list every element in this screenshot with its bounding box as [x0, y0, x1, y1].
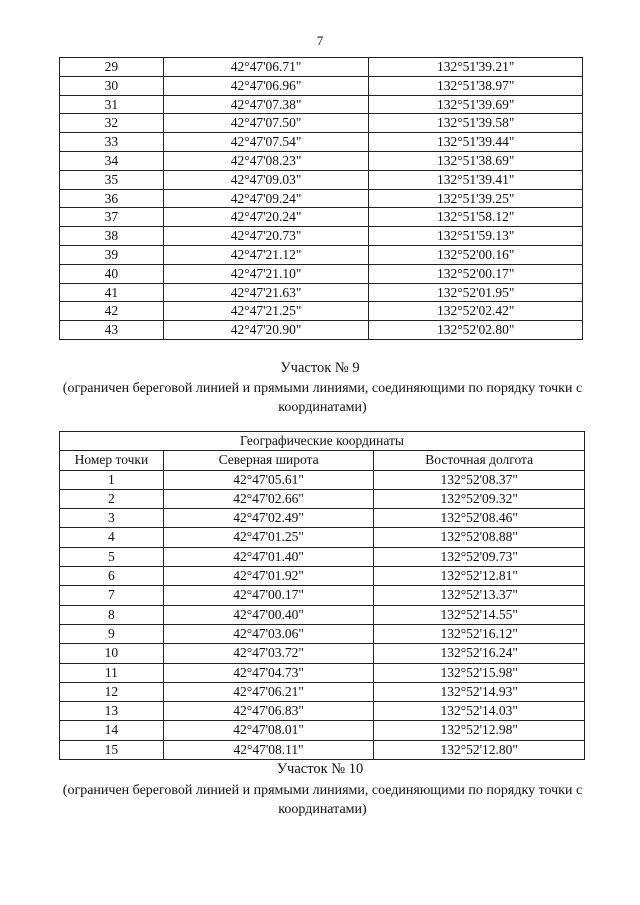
longitude-cell: 132°51'58.12": [369, 208, 583, 227]
table-row: [60, 208, 583, 227]
latitude-cell: 42°47'20.90": [163, 321, 369, 340]
table-row: [60, 95, 583, 114]
table-row: [60, 114, 583, 133]
latitude-cell: 42°47'07.50": [163, 114, 369, 133]
longitude-cell: 132°52'16.12": [374, 624, 585, 643]
point-number-cell: 34: [60, 151, 164, 170]
table-row: [60, 682, 585, 701]
point-number-cell: 8: [60, 605, 164, 624]
latitude-cell: 42°47'00.17": [163, 586, 374, 605]
latitude-cell: 42°47'05.61": [163, 470, 374, 489]
point-number-cell: 40: [60, 264, 164, 283]
latitude-cell: 42°47'08.23": [163, 151, 369, 170]
point-number-cell: 43: [60, 321, 164, 340]
point-number-cell: 38: [60, 227, 164, 246]
table-row: [60, 133, 583, 152]
point-number-cell: 7: [60, 586, 164, 605]
latitude-cell: 42°47'21.25": [163, 302, 369, 321]
table-row: [60, 644, 585, 663]
longitude-cell: 132°52'09.32": [374, 489, 585, 508]
longitude-cell: 132°51'59.13": [369, 227, 583, 246]
longitude-cell: 132°52'08.46": [374, 509, 585, 528]
latitude-cell: 42°47'09.24": [163, 189, 369, 208]
latitude-cell: 42°47'01.92": [163, 567, 374, 586]
latitude-cell: 42°47'07.54": [163, 133, 369, 152]
latitude-cell: 42°47'07.38": [163, 95, 369, 114]
latitude-cell: 42°47'01.40": [163, 547, 374, 566]
geo-coordinates-header: Географические координаты: [60, 432, 585, 451]
latitude-cell: 42°47'00.40": [163, 605, 374, 624]
latitude-cell: 42°47'03.72": [163, 644, 374, 663]
point-number-cell: 4: [60, 528, 164, 547]
table-row: [60, 702, 585, 721]
latitude-cell: 42°47'03.06": [163, 624, 374, 643]
point-number-header: Номер точки: [60, 451, 164, 470]
table-row: [60, 76, 583, 95]
point-number-cell: 32: [60, 114, 164, 133]
table-row: [60, 547, 585, 566]
point-number-cell: 15: [60, 740, 164, 759]
latitude-cell: 42°47'02.66": [163, 489, 374, 508]
longitude-cell: 132°52'13.37": [374, 586, 585, 605]
latitude-cell: 42°47'06.21": [163, 682, 374, 701]
longitude-cell: 132°51'39.25": [369, 189, 583, 208]
latitude-cell: 42°47'06.83": [163, 702, 374, 721]
table-row: [60, 605, 585, 624]
table-body: [60, 470, 585, 759]
point-number-cell: 1: [60, 470, 164, 489]
table-row: [60, 302, 583, 321]
longitude-header: Восточная долгота: [374, 451, 585, 470]
table-row: [60, 58, 583, 77]
latitude-cell: 42°47'06.71": [163, 58, 369, 77]
longitude-cell: 132°51'39.69": [369, 95, 583, 114]
table-row: [60, 283, 583, 302]
section-9-note: (ограничен береговой линией и прямыми линиями, соединяющими по порядку точки с координатами): [62, 381, 583, 415]
longitude-cell: 132°51'39.21": [369, 58, 583, 77]
point-number-cell: 39: [60, 245, 164, 264]
point-number-cell: 33: [60, 133, 164, 152]
longitude-cell: 132°52'08.37": [374, 470, 585, 489]
latitude-cell: 42°47'09.03": [163, 170, 369, 189]
section-10-note: (ограничен береговой линией и прямыми линиями, соединяющими по порядку точки с координатами): [62, 783, 583, 817]
table-row: [60, 586, 585, 605]
table-row: [60, 264, 583, 283]
latitude-cell: 42°47'20.24": [163, 208, 369, 227]
longitude-cell: 132°52'01.95": [369, 283, 583, 302]
latitude-cell: 42°47'01.25": [163, 528, 374, 547]
table-row: [60, 489, 585, 508]
table-row: [60, 509, 585, 528]
longitude-cell: 132°52'00.16": [369, 245, 583, 264]
point-number-cell: 36: [60, 189, 164, 208]
point-number-cell: 35: [60, 170, 164, 189]
point-number-cell: 9: [60, 624, 164, 643]
longitude-cell: 132°52'02.80": [369, 321, 583, 340]
longitude-cell: 132°52'09.73": [374, 547, 585, 566]
longitude-cell: 132°51'39.58": [369, 114, 583, 133]
longitude-cell: 132°52'14.03": [374, 702, 585, 721]
latitude-cell: 42°47'21.12": [163, 245, 369, 264]
table-row: [60, 470, 585, 489]
longitude-cell: 132°52'14.93": [374, 682, 585, 701]
longitude-cell: 132°52'12.80": [374, 740, 585, 759]
latitude-header: Северная широта: [163, 451, 374, 470]
point-number-cell: 41: [60, 283, 164, 302]
longitude-cell: 132°51'38.97": [369, 76, 583, 95]
latitude-cell: 42°47'08.11": [163, 740, 374, 759]
table-row: [60, 321, 583, 340]
point-number-cell: 42: [60, 302, 164, 321]
latitude-cell: 42°47'04.73": [163, 663, 374, 682]
longitude-cell: 132°51'39.41": [369, 170, 583, 189]
longitude-cell: 132°52'12.81": [374, 567, 585, 586]
longitude-cell: 132°52'15.98": [374, 663, 585, 682]
page-number: 7: [316, 33, 324, 48]
point-number-cell: 10: [60, 644, 164, 663]
longitude-cell: 132°52'00.17": [369, 264, 583, 283]
coordinates-table-continued: [59, 57, 583, 340]
point-number-cell: 5: [60, 547, 164, 566]
latitude-cell: 42°47'21.10": [163, 264, 369, 283]
table-row: [60, 245, 583, 264]
longitude-cell: 132°52'02.42": [369, 302, 583, 321]
table-row: [60, 624, 585, 643]
latitude-cell: 42°47'20.73": [163, 227, 369, 246]
table-row: [60, 528, 585, 547]
table-row: [60, 189, 583, 208]
longitude-cell: 132°52'16.24": [374, 644, 585, 663]
point-number-cell: 37: [60, 208, 164, 227]
point-number-cell: 11: [60, 663, 164, 682]
section-10-title: Участок № 10: [276, 761, 364, 777]
point-number-cell: 12: [60, 682, 164, 701]
point-number-cell: 3: [60, 509, 164, 528]
longitude-cell: 132°51'39.44": [369, 133, 583, 152]
table-row: [60, 227, 583, 246]
longitude-cell: 132°52'12.98": [374, 721, 585, 740]
latitude-cell: 42°47'21.63": [163, 283, 369, 302]
latitude-cell: 42°47'06.96": [163, 76, 369, 95]
table-row: [60, 740, 585, 759]
point-number-cell: 31: [60, 95, 164, 114]
point-number-cell: 2: [60, 489, 164, 508]
latitude-cell: 42°47'08.01": [163, 721, 374, 740]
latitude-cell: 42°47'02.49": [163, 509, 374, 528]
longitude-cell: 132°52'08.88": [374, 528, 585, 547]
table-row: [60, 721, 585, 740]
longitude-cell: 132°52'14.55": [374, 605, 585, 624]
table-row: [60, 151, 583, 170]
point-number-cell: 30: [60, 76, 164, 95]
point-number-cell: 14: [60, 721, 164, 740]
table-body: [60, 58, 583, 340]
table-row: [60, 170, 583, 189]
table-row: [60, 567, 585, 586]
point-number-cell: 29: [60, 58, 164, 77]
section-9-title: Участок № 9: [280, 360, 360, 376]
point-number-cell: 13: [60, 702, 164, 721]
longitude-cell: 132°51'38.69": [369, 151, 583, 170]
point-number-cell: 6: [60, 567, 164, 586]
table-row: [60, 663, 585, 682]
section-9-coordinates-table: [59, 431, 585, 760]
